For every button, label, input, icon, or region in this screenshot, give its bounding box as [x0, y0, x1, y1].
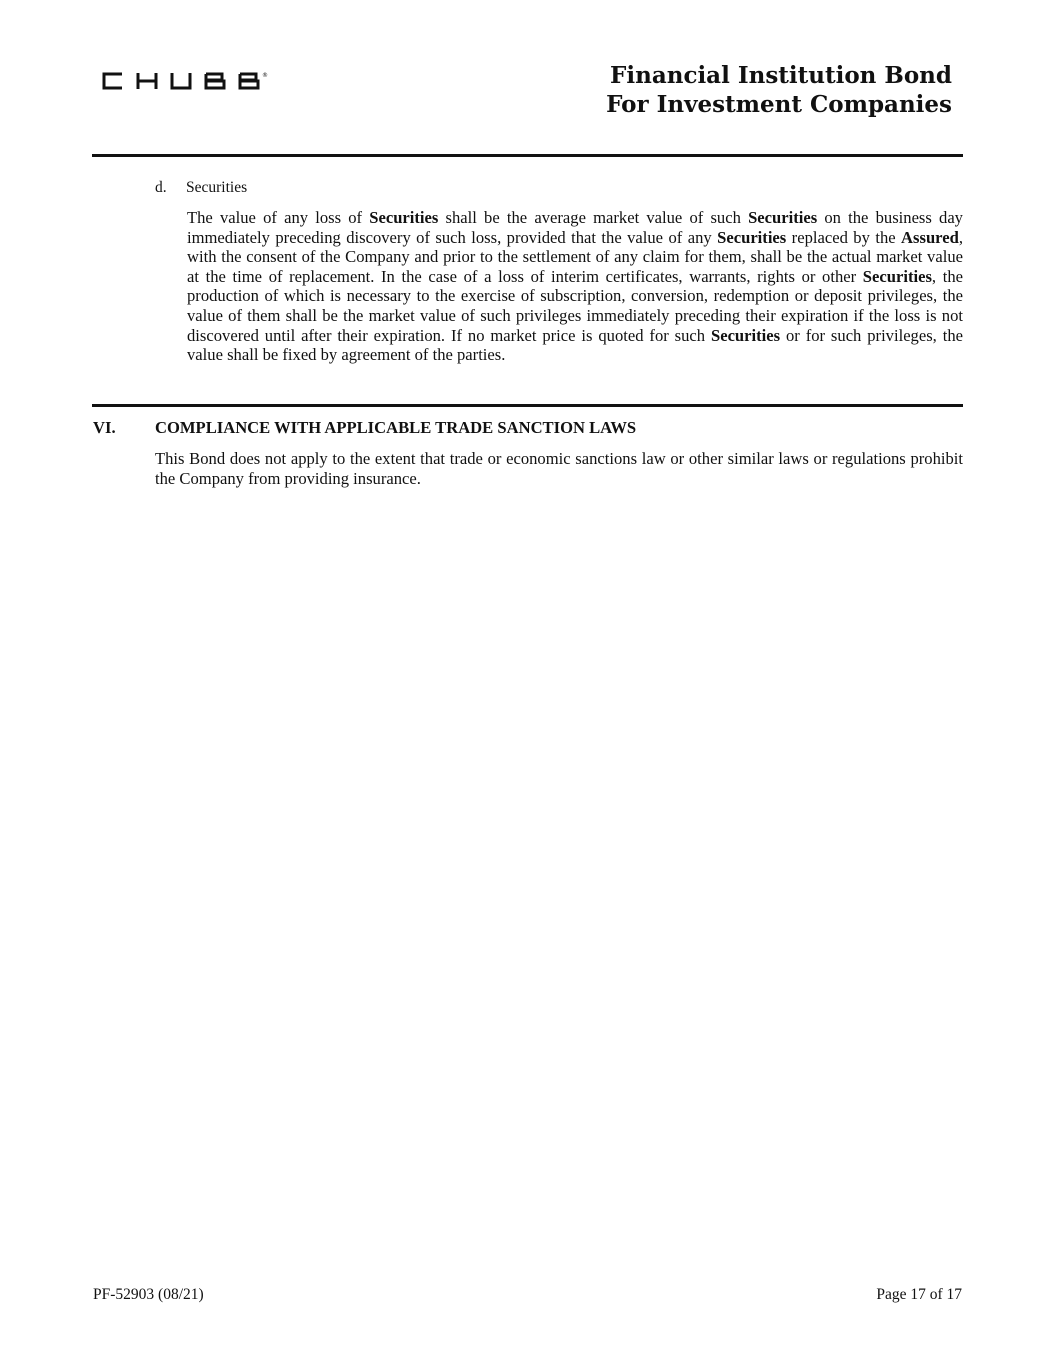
defined-term: Securities	[369, 208, 439, 227]
defined-term: Securities	[717, 227, 787, 247]
paragraph-text: , with the consent of the Company and prior to the settlement of any claim for them, shall be the actual market value at the time of replacement. In the case of a loss of interim certificates, warrants, rights or other	[187, 227, 963, 286]
paragraph-text: on the business day immediately preceding discovery of such loss, provided that the value of any	[187, 208, 963, 247]
chubb-logo	[100, 70, 280, 92]
paragraph-text: , the production of which is necessary to the exercise of subscription, conversion, redemption or deposit privileges, the value of them shall be the market value of such privileges immediately preceding their expiration if the loss is not discovered until after their expiration. If no market price is quoted for such	[187, 266, 963, 345]
item-d-paragraph	[187, 208, 963, 365]
paragraph-text: shall be the average market value of such	[438, 208, 749, 227]
section-vi-number: VI.	[93, 418, 116, 437]
document-title	[606, 61, 952, 119]
paragraph-text: The value of any loss of	[187, 208, 370, 227]
page-number: Page 17 of 17	[876, 1286, 962, 1303]
paragraph-text: replaced by the	[786, 227, 902, 247]
defined-term: Securities	[710, 325, 781, 345]
section-vi-body: This Bond does not apply to the extent that trade or economic sanctions law or other similar laws or regulations prohibit the Company from providing insurance.	[155, 449, 963, 488]
registered-mark: ®	[262, 72, 268, 79]
title-line-1: Financial Institution Bond	[610, 62, 952, 89]
title-line-2: For Investment Companies	[606, 91, 952, 118]
defined-term: Assured	[901, 227, 959, 247]
header-divider	[92, 154, 963, 157]
section-divider	[92, 404, 963, 407]
item-d-heading	[155, 178, 247, 197]
chubb-logo-graphic	[100, 70, 280, 92]
defined-term: Securities	[862, 266, 932, 286]
item-d-label: Securities	[186, 179, 248, 196]
paragraph-text: or for such privileges, the value shall be fixed by agreement of the parties.	[187, 325, 963, 365]
section-vi-heading	[93, 418, 636, 437]
defined-term: Securities	[748, 208, 818, 227]
section-vi-title: COMPLIANCE WITH APPLICABLE TRADE SANCTION LAWS	[155, 418, 637, 437]
item-d-marker: d.	[155, 179, 167, 196]
form-number: PF-52903 (08/21)	[93, 1286, 204, 1303]
